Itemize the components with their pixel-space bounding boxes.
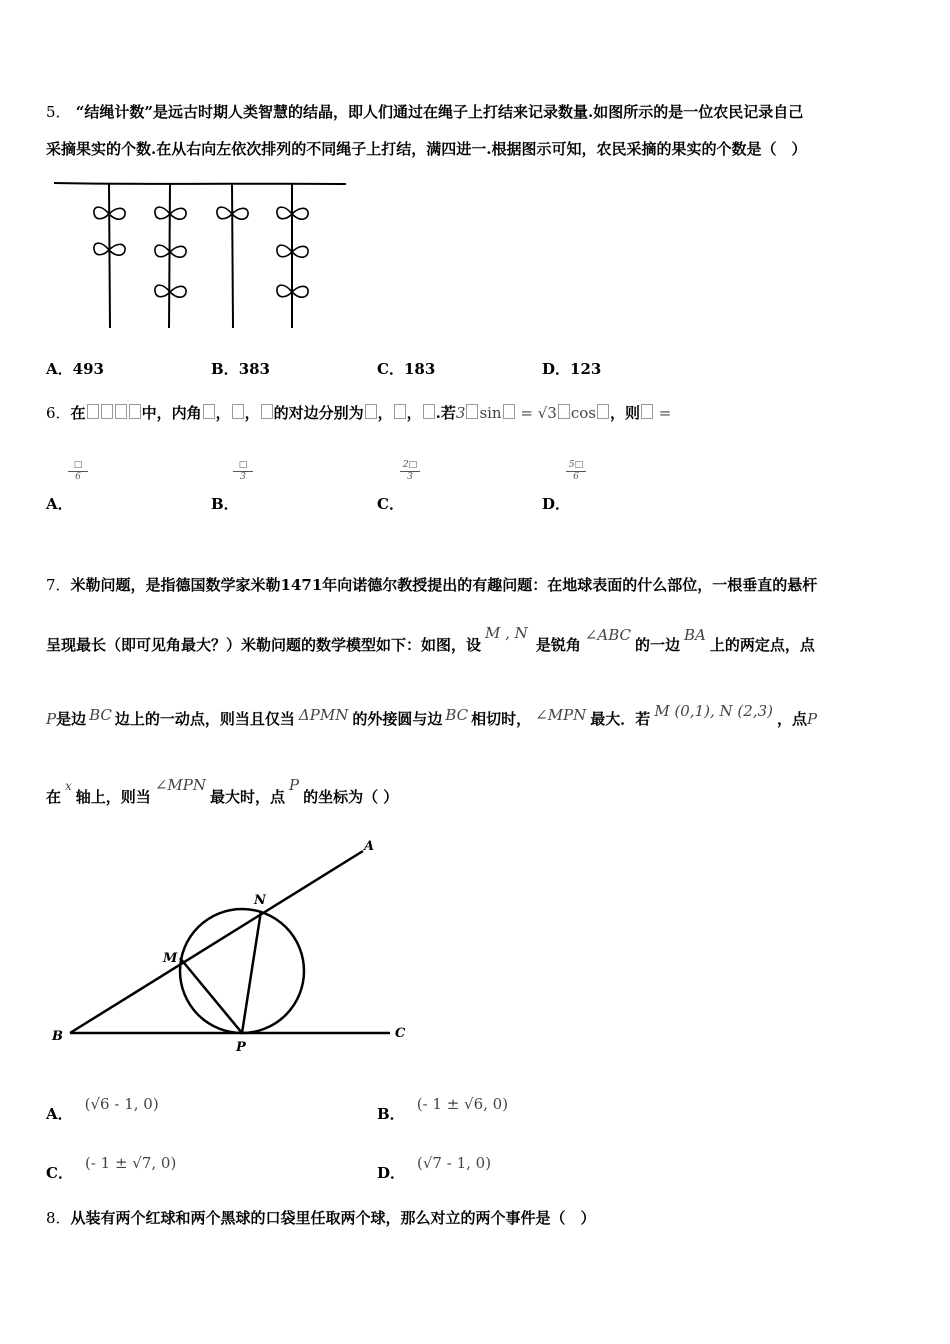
q5-number: 5． <box>46 103 71 121</box>
q6-option-d-fraction: $\frac{5□}{6}$ <box>566 460 586 482</box>
label-m: M <box>163 951 178 966</box>
q6-option-c[interactable]: C． <box>377 495 404 513</box>
q7-option-b[interactable]: B．(- 1 ± √6, 0) <box>377 1095 509 1123</box>
placeholder-glyph <box>261 404 273 419</box>
label-b: B <box>52 1029 63 1044</box>
q6-option-c-fraction: $\frac{2□}{3}$ <box>400 460 420 482</box>
q7-line-3: P是边 BC 边上的一动点，则当且仅当 ΔPMN 的外接圆与边 BC 相切时， ∠MPN 最大．若 M (0,1), N (2,3) ，点P <box>46 702 818 728</box>
q7-line-4: 在$^x$轴上，则当∠MPN最大时，点P的坐标为（ ） <box>46 776 399 806</box>
knot-rope-figure <box>46 176 356 336</box>
segment-mp <box>180 958 242 1033</box>
q7-option-a[interactable]: A．(√6 - 1, 0) <box>46 1095 159 1123</box>
segment-np <box>242 911 261 1033</box>
q6-line: 6．在 中，内角 ， ， 的对边分别为 ， ， .若3 sin = √3 cos ，则 = <box>46 404 672 422</box>
q7-line-1: 7．米勒问题，是指德国数学家米勒1471年向诺德尔教授提出的有趣问题：在地球表面的什么部位，一根垂直的悬杆 <box>46 576 818 594</box>
q6-option-d[interactable]: D． <box>542 495 571 513</box>
placeholder-glyph <box>394 404 406 419</box>
label-a: A <box>364 839 375 854</box>
ray-ba <box>70 851 363 1033</box>
q6-option-a[interactable]: A． <box>46 495 73 513</box>
label-p: P <box>236 1040 246 1055</box>
q7-line-2: 呈现最长（即可见角最大？）米勒问题的数学模型如下：如图，设M , N是锐角∠ABC的一边BA上的两定点，点 <box>46 624 815 654</box>
placeholder-glyph <box>129 404 141 419</box>
q5-line-2: 采摘果实的个数.在从右向左依次排列的不同绳子上打结，满四进一.根据图示可知，农民采摘的果实的个数是（ ） <box>46 140 807 158</box>
placeholder-glyph <box>466 404 478 419</box>
miller-geometry-figure <box>40 830 420 1060</box>
q6-option-a-fraction: □ 6 <box>68 460 88 482</box>
placeholder-glyph <box>597 404 609 419</box>
placeholder-glyph <box>101 404 113 419</box>
q8-line: 8．从装有两个红球和两个黑球的口袋里任取两个球，那么对立的两个事件是（ ） <box>46 1209 596 1227</box>
q5-option-a[interactable]: A．493 <box>46 360 104 378</box>
q5-option-d[interactable]: D．123 <box>542 360 602 378</box>
q6-option-b[interactable]: B． <box>211 495 239 513</box>
q5-line-1: 5． “结绳计数”是远古时期人类智慧的结晶，即人们通过在绳子上打结来记录数量.如图所示的是一位农民记录自己 <box>46 103 804 121</box>
q5-option-c[interactable]: C．183 <box>377 360 436 378</box>
label-n: N <box>254 893 266 908</box>
q7-option-c[interactable]: C．(- 1 ± √7, 0) <box>46 1154 177 1182</box>
knot <box>155 285 186 297</box>
placeholder-glyph <box>87 404 99 419</box>
placeholder-glyph <box>203 404 215 419</box>
label-c: C <box>395 1026 406 1041</box>
placeholder-glyph <box>232 404 244 419</box>
placeholder-glyph <box>503 404 515 419</box>
placeholder-glyph <box>641 404 653 419</box>
placeholder-glyph <box>558 404 570 419</box>
placeholder-glyph <box>423 404 435 419</box>
knots-group <box>94 207 308 297</box>
q6-option-b-fraction: □ 3 <box>233 460 253 482</box>
placeholder-glyph <box>115 404 127 419</box>
q5-option-b[interactable]: B．383 <box>211 360 270 378</box>
placeholder-glyph <box>365 404 377 419</box>
q7-option-d[interactable]: D．(√7 - 1, 0) <box>377 1154 492 1182</box>
